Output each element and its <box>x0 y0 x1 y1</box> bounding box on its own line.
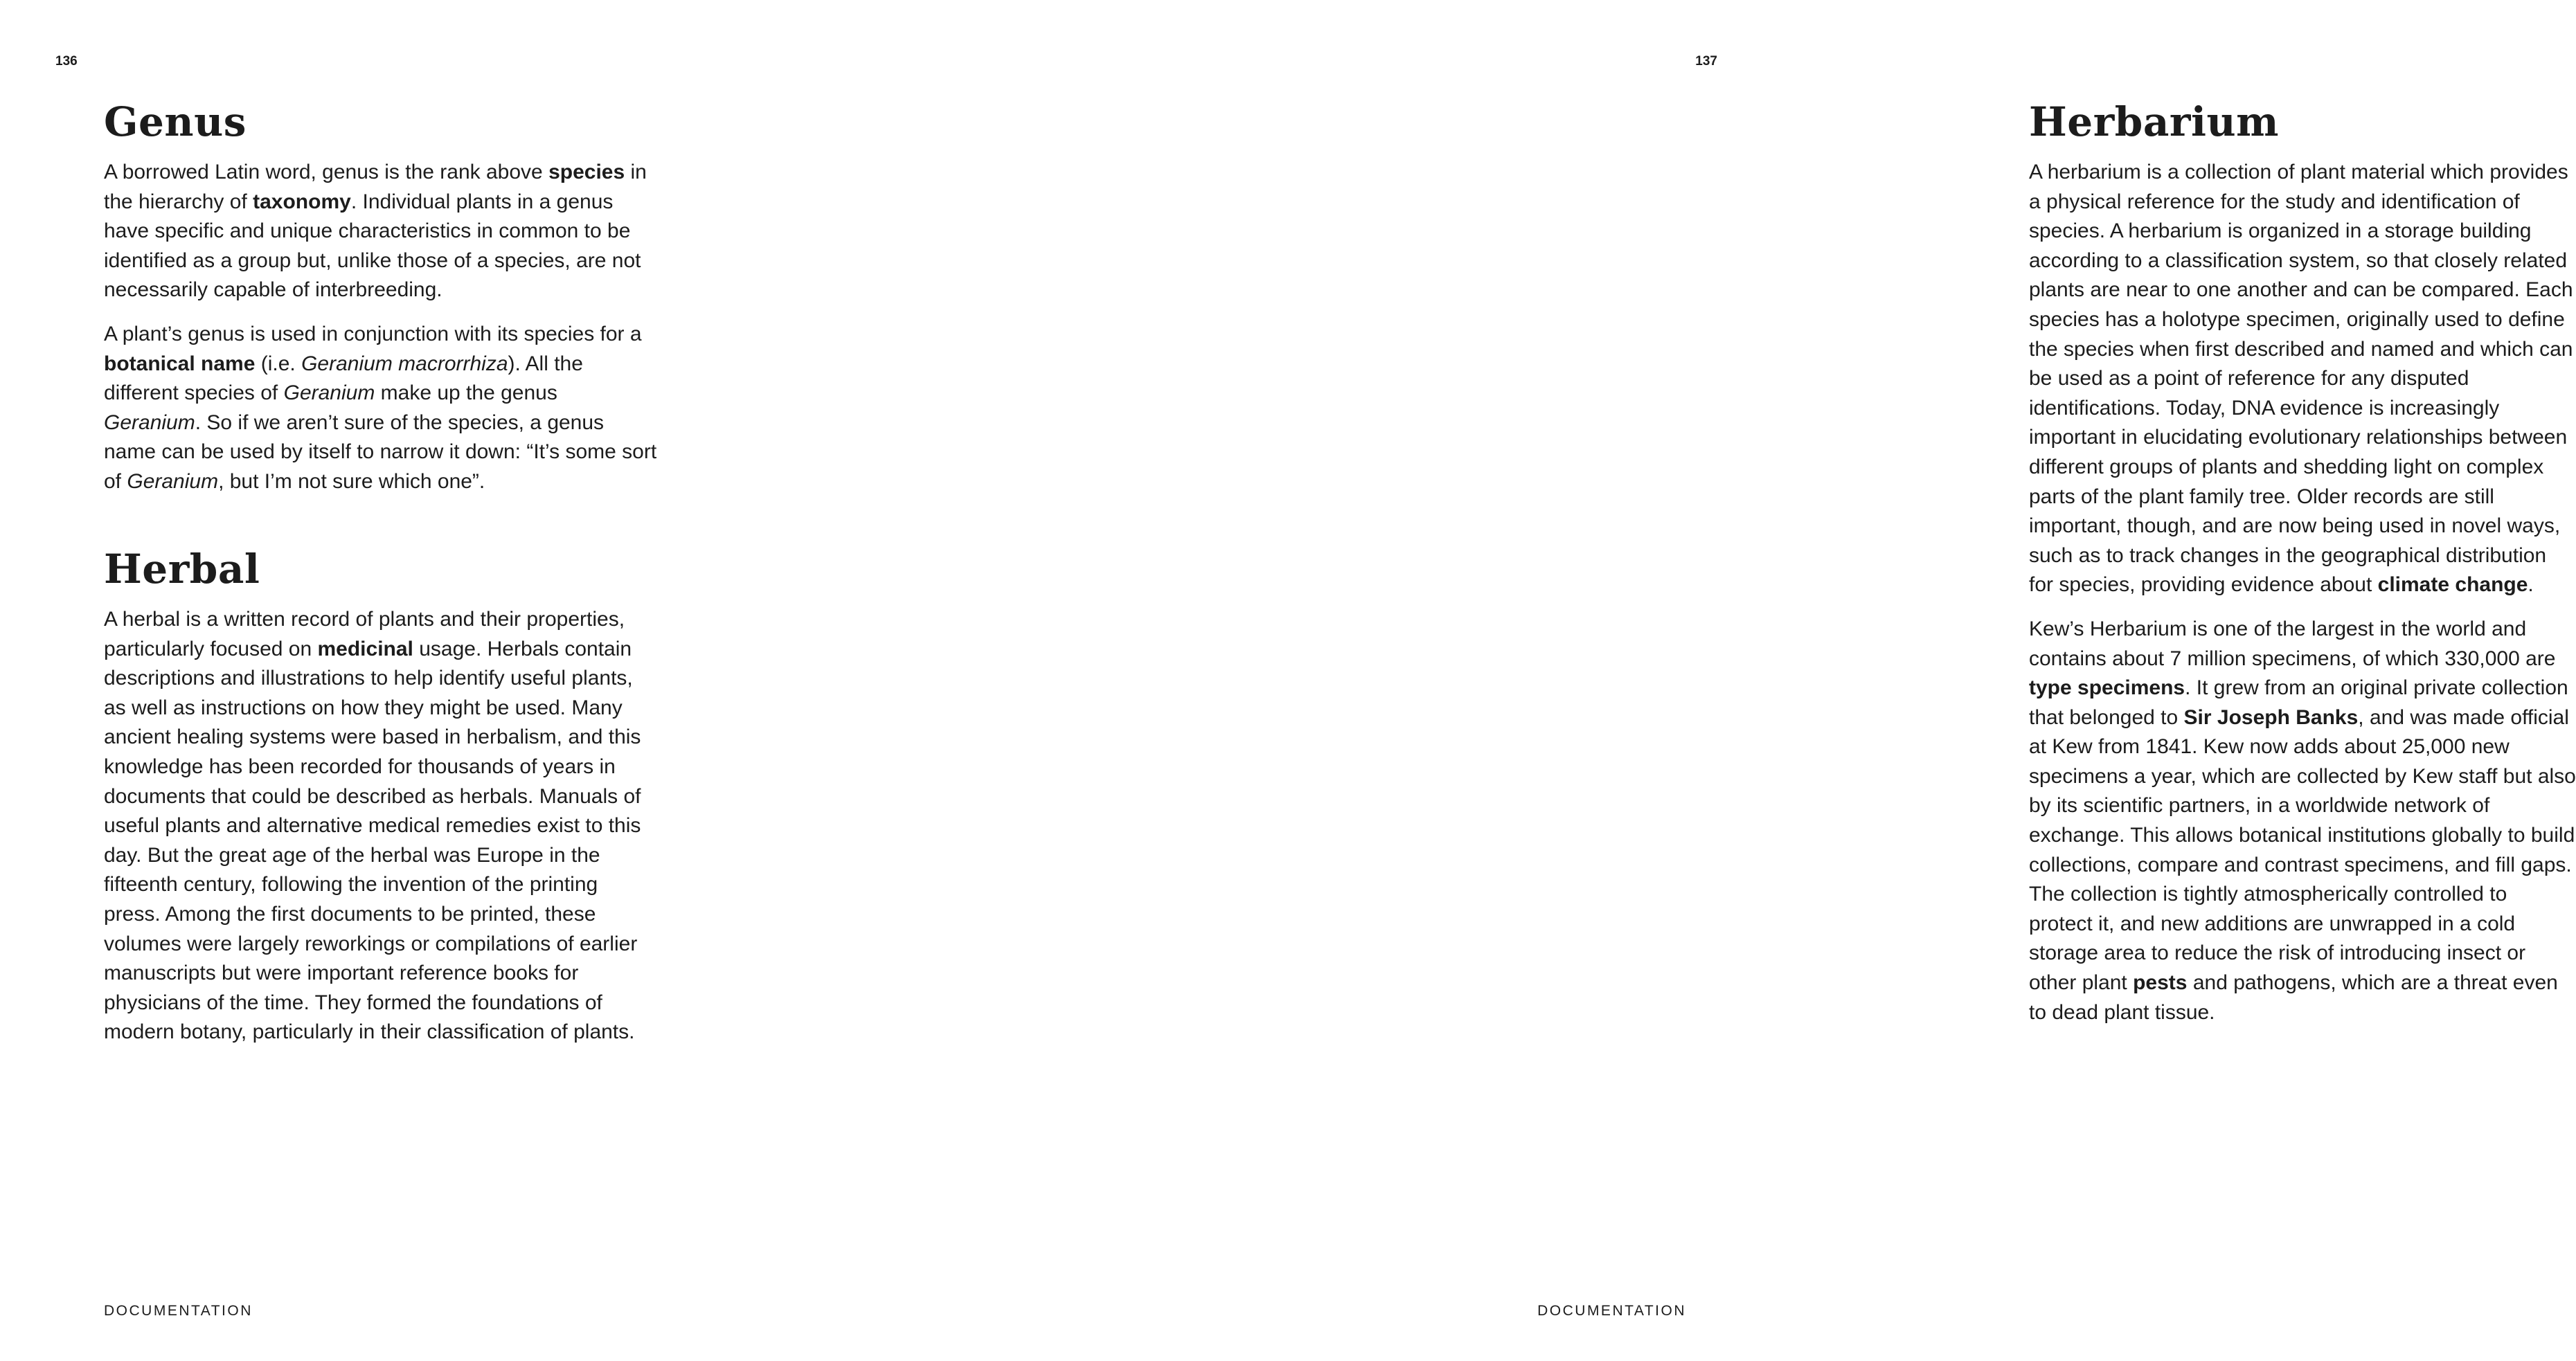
text-run: and pathogens, which are a threat even to dead plant tissue. <box>2029 971 2558 1024</box>
text-run: in the hierarchy of <box>104 161 647 213</box>
glossary-term: medicinal <box>317 637 413 660</box>
italic-term: Geranium macrorrhiza <box>301 352 508 375</box>
text-run: . Individual plants in a genus have specific and unique characteristics in common to be identified as a group but, unlike those of a species, are not necessarily capable of interbreeding. <box>104 190 641 302</box>
text-run: . It grew from an original private collection that belonged to <box>2029 676 2568 729</box>
entry-genus <box>104 98 658 512</box>
glossary-term: taxonomy <box>253 190 351 213</box>
glossary-term: Sir Joseph Banks <box>2183 705 2359 729</box>
entry-paragraph <box>2029 158 2576 600</box>
text-run: A plant’s genus is used in conjunction with its species for a <box>104 322 642 345</box>
glossary-term: pests <box>2133 971 2188 995</box>
text-run: Kew’s Herbarium is one of the largest in the world and contains about 7 million specimens, of which 330,000 are <box>2029 617 2556 670</box>
entry-title-herbarium: Herbarium <box>2029 98 2280 145</box>
page-number: 137 <box>1695 54 1717 69</box>
italic-term: Geranium <box>283 381 375 405</box>
text-run: usage. Herbals contain descriptions and illustrations to help identify useful plants, as well as instructions on how they might be used. Many ancient healing systems were based in herbalism, and this knowledge has been recorded for thousands of years in documents that could be described as herbals. Manuals of useful plants and alternative medical remedies exist to this day. But the great age of the herbal was Europe in the fifteenth century, following the invention of the printing press. Among the first documents to be printed, these volumes were largely reworkings or compilations of earlier manuscripts but were important reference books for physicians of the time. They formed the foundations of modern botany, particularly in their classification of plants. <box>104 637 641 1044</box>
text-run: . <box>2528 573 2534 597</box>
italic-term: Geranium <box>127 469 219 493</box>
entry-title-herbal: Herbal <box>104 546 260 593</box>
running-footer: DOCUMENTATION <box>104 1303 253 1319</box>
right-page <box>886 0 2576 1361</box>
entry-paragraph <box>104 605 658 1047</box>
text-run: A herbal is a written record of plants and their properties, particularly focused on <box>104 608 625 660</box>
text-run: , and was made official at Kew from 1841. Kew now adds about 25,000 new specimens a year, which are collected by Kew staff but also by its scientific partners, in a worldwide network of exchange. This allows botanical institutions globally to build collections, compare and contrast specimens, and fill gaps. The collection is tightly atmospherically controlled to protect it, and new additions are unwrapped in a cold storage area to reduce the risk of introducing insect or other plant <box>2029 705 2576 995</box>
entry-title-genus: Genus <box>104 98 247 145</box>
italic-term: Geranium <box>104 411 195 434</box>
text-run: , but I’m not sure which one”. <box>218 469 485 493</box>
entry-herbarium <box>2029 98 2576 1042</box>
glossary-term: type specimens <box>2029 676 2185 700</box>
entry-herbal <box>104 546 658 1062</box>
running-footer: DOCUMENTATION <box>1537 1303 1686 1319</box>
text-run: A borrowed Latin word, genus is the rank above <box>104 161 549 183</box>
glossary-term: climate change <box>2377 573 2528 597</box>
glossary-term: species <box>548 161 625 183</box>
text-run: ). All the different species of <box>104 352 583 405</box>
text-run: A herbarium is a collection of plant material which provides a physical reference for the study and identification of species. A herbarium is organized in a storage building according to a classification system, so that closely related plants are near to one another and can be compared. Each species has a holotype specimen, originally used to define the species when first described and named and which can be used as a point of reference for any disputed identifications. Today, DNA evidence is increasingly important in elucidating evolutionary relationships between different groups of plants and shedding light on complex parts of the plant family tree. Older records are still important, though, and are now being used in novel ways, such as to track changes in the geographical distribution for species, providing evidence about <box>2029 161 2573 597</box>
text-run: make up the genus <box>375 381 557 405</box>
entry-paragraph <box>104 320 658 497</box>
glossary-term: botanical name <box>104 352 256 375</box>
text-run: . So if we aren’t sure of the species, a genus name can be used by itself to narrow it down: “It’s some sort of <box>104 411 657 493</box>
text-run: (i.e. <box>255 352 302 375</box>
entry-paragraph <box>104 158 658 305</box>
page-number: 136 <box>55 54 78 69</box>
left-page <box>0 0 886 1361</box>
entry-paragraph <box>2029 615 2576 1027</box>
